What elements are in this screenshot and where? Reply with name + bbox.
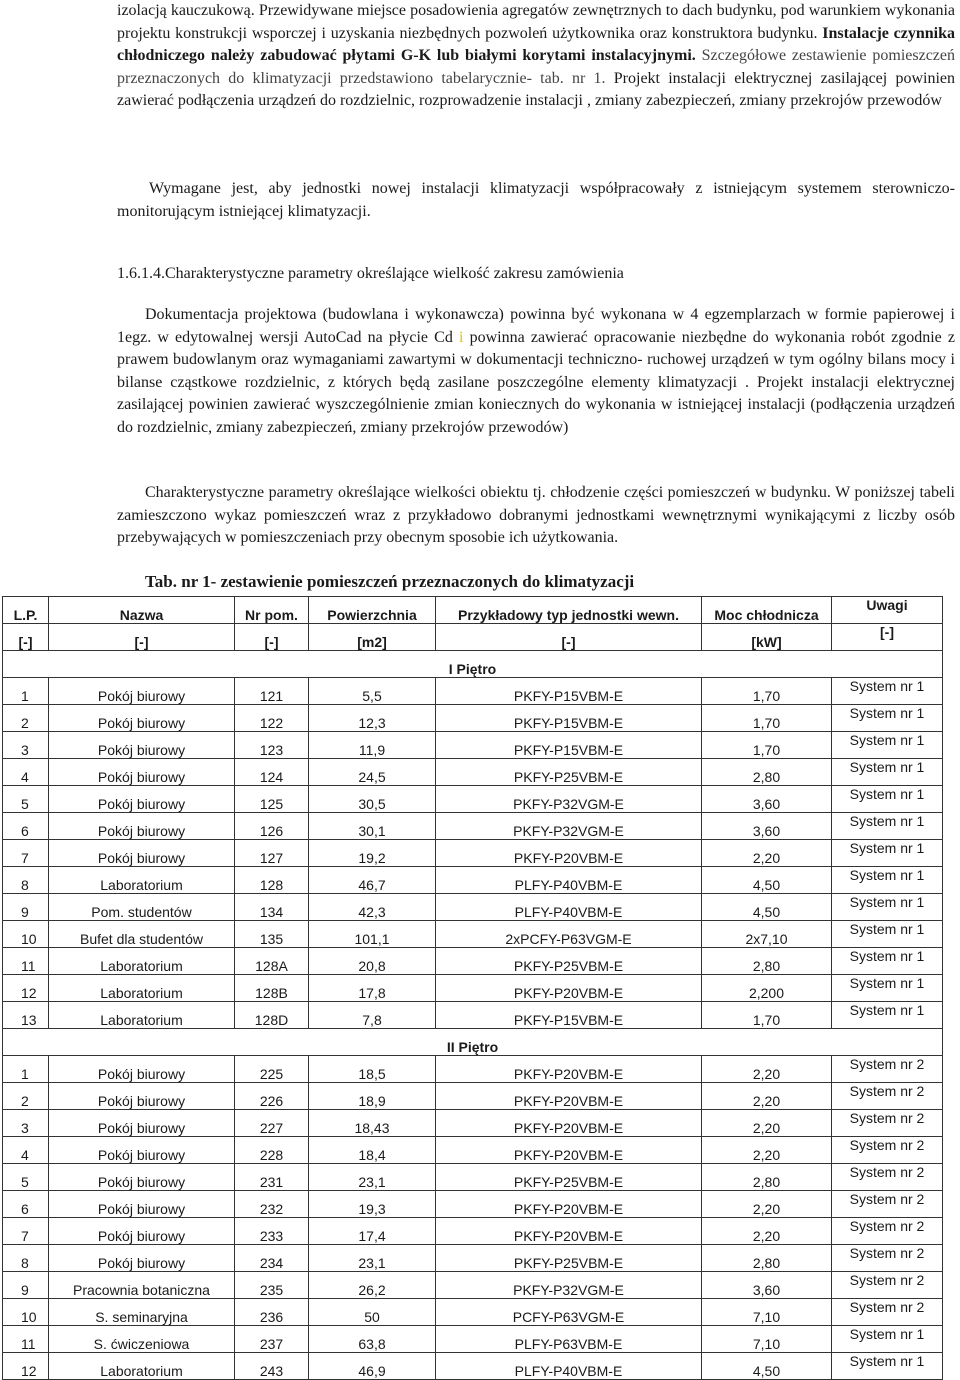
intro-paragraph: [117, 0, 955, 113]
cell-notes: System nr 1: [832, 867, 943, 894]
cell-lp: 5: [3, 786, 49, 813]
cell-room-number: 237: [235, 1326, 309, 1353]
cell-room-number: 128A: [235, 948, 309, 975]
cell-unit-type: PKFY-P15VBM-E: [436, 705, 702, 732]
cell-area: 17,8: [309, 975, 436, 1002]
cell-cooling-power: 2,80: [702, 759, 832, 786]
cell-room-number: 124: [235, 759, 309, 786]
cell-room-number: 134: [235, 894, 309, 921]
table-row: [3, 759, 943, 786]
cell-unit-type: PKFY-P20VBM-E: [436, 975, 702, 1002]
cell-name: Pokój biurowy: [49, 1218, 235, 1245]
cell-unit-type: PKFY-P20VBM-E: [436, 1137, 702, 1164]
cell-unit-type: PLFY-P40VBM-E: [436, 867, 702, 894]
cell-area: 30,1: [309, 813, 436, 840]
cell-name: Pom. studentów: [49, 894, 235, 921]
cell-cooling-power: 1,70: [702, 732, 832, 759]
unit-cooling-power: [kW]: [702, 624, 832, 651]
cell-unit-type: PKFY-P32VGM-E: [436, 1272, 702, 1299]
cell-cooling-power: 1,70: [702, 1002, 832, 1029]
table-row: [3, 1272, 943, 1299]
intro-lead-text: izolacją kauczukową. Przewidywane miejsce posadowienia agregatów zewnętrznych to dach budynku, pod warunkiem wykonania projektu konstrukcji wsporczej i uzyskania niezbędnych pozwoleń użytkownika oraz konstruktora budynku.: [117, 2, 955, 42]
cell-notes: System nr 1: [832, 1326, 943, 1353]
table-row: [3, 1083, 943, 1110]
cell-room-number: 126: [235, 813, 309, 840]
cell-area: 46,7: [309, 867, 436, 894]
cell-lp: 12: [3, 975, 49, 1002]
cell-lp: 3: [3, 732, 49, 759]
cell-notes: System nr 2: [832, 1110, 943, 1137]
documentation-highlight: i: [459, 328, 464, 346]
cell-lp: 7: [3, 840, 49, 867]
table-row: [3, 1218, 943, 1245]
cell-lp: 9: [3, 894, 49, 921]
header-unit-type: Przykładowy typ jednostki wewn.: [436, 597, 702, 624]
cell-notes: System nr 2: [832, 1218, 943, 1245]
header-lp: L.P.: [3, 597, 49, 624]
cell-area: 18,43: [309, 1110, 436, 1137]
cell-area: 12,3: [309, 705, 436, 732]
cell-name: Pokój biurowy: [49, 732, 235, 759]
rooms-table: [2, 596, 943, 1380]
table-row: [3, 1353, 943, 1380]
header-room-number: Nr pom.: [235, 597, 309, 624]
cell-name: S. seminaryjna: [49, 1299, 235, 1326]
section-title: I Piętro: [3, 651, 943, 678]
table-units-row: [3, 624, 943, 651]
cell-unit-type: PKFY-P15VBM-E: [436, 1002, 702, 1029]
cell-unit-type: PKFY-P25VBM-E: [436, 1164, 702, 1191]
header-cooling-power: Moc chłodnicza: [702, 597, 832, 624]
table-row: [3, 1299, 943, 1326]
table-row: [3, 1056, 943, 1083]
cell-notes: System nr 1: [832, 921, 943, 948]
cell-notes: System nr 1: [832, 948, 943, 975]
cell-area: 19,3: [309, 1191, 436, 1218]
cell-lp: 10: [3, 921, 49, 948]
table-row: [3, 705, 943, 732]
table-row: [3, 786, 943, 813]
cell-lp: 2: [3, 1083, 49, 1110]
cell-name: Laboratorium: [49, 1353, 235, 1380]
cell-notes: System nr 2: [832, 1137, 943, 1164]
table-row: [3, 867, 943, 894]
cell-cooling-power: 2,200: [702, 975, 832, 1002]
cell-room-number: 228: [235, 1137, 309, 1164]
cell-name: Pokój biurowy: [49, 1056, 235, 1083]
cell-unit-type: PCFY-P63VGM-E: [436, 1299, 702, 1326]
cell-name: Pokój biurowy: [49, 786, 235, 813]
unit-unit-type: [-]: [436, 624, 702, 651]
cell-name: Laboratorium: [49, 948, 235, 975]
cell-notes: System nr 1: [832, 813, 943, 840]
cell-cooling-power: 2,20: [702, 1191, 832, 1218]
cell-unit-type: PKFY-P20VBM-E: [436, 1191, 702, 1218]
cell-cooling-power: 2,80: [702, 948, 832, 975]
cell-cooling-power: 3,60: [702, 786, 832, 813]
cell-notes: System nr 2: [832, 1299, 943, 1326]
cell-lp: 8: [3, 1245, 49, 1272]
cell-notes: System nr 2: [832, 1272, 943, 1299]
section-row: [3, 1029, 943, 1056]
cell-notes: System nr 2: [832, 1245, 943, 1272]
cell-cooling-power: 2,80: [702, 1245, 832, 1272]
table-row: [3, 678, 943, 705]
cell-room-number: 128: [235, 867, 309, 894]
cell-lp: 11: [3, 1326, 49, 1353]
cell-notes: System nr 1: [832, 975, 943, 1002]
cell-area: 11,9: [309, 732, 436, 759]
cell-unit-type: PKFY-P20VBM-E: [436, 1083, 702, 1110]
table-header-row: [3, 597, 943, 624]
electrical-note: Projekt instalacji elektrycznej zasilającej powinien zawierać podłączenia urządzeń do rozdzielnic, rozprowadzenie instalacji , zmiany zabezpieczeń, zmiany przekrojów przewodów: [117, 69, 956, 110]
cell-area: 19,2: [309, 840, 436, 867]
cell-cooling-power: 3,60: [702, 813, 832, 840]
cell-unit-type: PLFY-P63VBM-E: [436, 1326, 702, 1353]
cell-cooling-power: 2,20: [702, 1056, 832, 1083]
cell-notes: System nr 1: [832, 786, 943, 813]
cell-unit-type: PKFY-P32VGM-E: [436, 786, 702, 813]
cell-area: 24,5: [309, 759, 436, 786]
table-row: [3, 1191, 943, 1218]
cell-area: 20,8: [309, 948, 436, 975]
cell-cooling-power: 1,70: [702, 705, 832, 732]
unit-notes: [-]: [832, 624, 943, 651]
cell-name: Laboratorium: [49, 867, 235, 894]
cell-area: 18,5: [309, 1056, 436, 1083]
unit-name: [-]: [49, 624, 235, 651]
table-row: [3, 1245, 943, 1272]
cell-notes: System nr 2: [832, 1083, 943, 1110]
cell-unit-type: PKFY-P15VBM-E: [436, 732, 702, 759]
cell-lp: 1: [3, 678, 49, 705]
refrigerant-note: Instalacje czynnika chłodniczego należy zabudować płytami G-K lub białymi korytami instalacyjnymi.: [117, 24, 956, 65]
cell-cooling-power: 2,20: [702, 1083, 832, 1110]
cell-cooling-power: 2,20: [702, 1110, 832, 1137]
cell-room-number: 128D: [235, 1002, 309, 1029]
cell-lp: 4: [3, 759, 49, 786]
cell-cooling-power: 4,50: [702, 894, 832, 921]
table-row: [3, 840, 943, 867]
table-row: [3, 921, 943, 948]
cell-name: Pokój biurowy: [49, 1164, 235, 1191]
cell-unit-type: PKFY-P25VBM-E: [436, 759, 702, 786]
cell-notes: System nr 1: [832, 759, 943, 786]
cell-room-number: 232: [235, 1191, 309, 1218]
cell-lp: 4: [3, 1137, 49, 1164]
cell-room-number: 226: [235, 1083, 309, 1110]
cell-cooling-power: 3,60: [702, 1272, 832, 1299]
table-row: [3, 894, 943, 921]
cell-room-number: 233: [235, 1218, 309, 1245]
section-row: [3, 651, 943, 678]
cell-cooling-power: 2,20: [702, 1137, 832, 1164]
cell-lp: 11: [3, 948, 49, 975]
cell-notes: System nr 2: [832, 1191, 943, 1218]
cell-cooling-power: 2,20: [702, 1218, 832, 1245]
cell-room-number: 235: [235, 1272, 309, 1299]
cell-unit-type: PKFY-P20VBM-E: [436, 840, 702, 867]
cell-room-number: 236: [235, 1299, 309, 1326]
cell-room-number: 122: [235, 705, 309, 732]
characteristics-paragraph: Charakterystyczne parametry określające wielkości obiektu tj. chłodzenie części pomieszczeń w budynku. W poniższej tabeli zamieszczono wykaz pomieszczeń wraz z przykładowo dobranymi jednostkami wewnętrznymi wynikającymi z liczby osób przebywających w pomieszczeniach przy obecnym sposobie ich użytkowania.: [117, 484, 955, 547]
unit-area: [m2]: [309, 624, 436, 651]
cell-lp: 9: [3, 1272, 49, 1299]
cell-cooling-power: 7,10: [702, 1299, 832, 1326]
section-heading: 1.6.1.4.Charakterystyczne parametry określające wielkość zakresu zamówienia: [117, 265, 624, 282]
table-row: [3, 732, 943, 759]
documentation-paragraph: [117, 304, 955, 440]
cell-area: 50: [309, 1299, 436, 1326]
cell-notes: System nr 1: [832, 1002, 943, 1029]
table-reference-note: Szczegółowe zestawienie pomieszczeń przeznaczonych do klimatyzacji przedstawiono tabelarycznie- tab. nr 1.: [117, 47, 956, 87]
cell-room-number: 225: [235, 1056, 309, 1083]
cell-name: Pokój biurowy: [49, 1083, 235, 1110]
cell-lp: 6: [3, 1191, 49, 1218]
cell-lp: 6: [3, 813, 49, 840]
cell-area: 5,5: [309, 678, 436, 705]
cell-lp: 13: [3, 1002, 49, 1029]
cell-notes: System nr 1: [832, 894, 943, 921]
cell-area: 17,4: [309, 1218, 436, 1245]
cell-cooling-power: 4,50: [702, 867, 832, 894]
cell-cooling-power: 7,10: [702, 1326, 832, 1353]
cell-lp: 2: [3, 705, 49, 732]
cell-unit-type: PLFY-P40VBM-E: [436, 1353, 702, 1380]
cell-lp: 7: [3, 1218, 49, 1245]
cell-area: 23,1: [309, 1245, 436, 1272]
cell-unit-type: PKFY-P20VBM-E: [436, 1218, 702, 1245]
table-row: [3, 975, 943, 1002]
cell-notes: System nr 2: [832, 1056, 943, 1083]
section-title: II Piętro: [3, 1029, 943, 1056]
table-row: [3, 948, 943, 975]
cell-name: Bufet dla studentów: [49, 921, 235, 948]
cell-name: S. ćwiczeniowa: [49, 1326, 235, 1353]
cell-area: 18,4: [309, 1137, 436, 1164]
cell-lp: 12: [3, 1353, 49, 1380]
cell-name: Pokój biurowy: [49, 1191, 235, 1218]
rooms-table-body: [3, 597, 943, 1380]
cell-name: Laboratorium: [49, 975, 235, 1002]
cell-unit-type: 2xPCFY-P63VGM-E: [436, 921, 702, 948]
cell-unit-type: PKFY-P15VBM-E: [436, 678, 702, 705]
cell-notes: System nr 1: [832, 1353, 943, 1380]
header-notes: Uwagi: [832, 597, 943, 624]
cell-notes: System nr 1: [832, 840, 943, 867]
cell-lp: 3: [3, 1110, 49, 1137]
cell-area: 7,8: [309, 1002, 436, 1029]
cell-area: 101,1: [309, 921, 436, 948]
documentation-text-b: powinna zawierać opracowanie niezbędne do wykonania robót zgodnie z prawem budowlanym oraz wymaganiami zawartymi w dokumentacji techniczno- ruchowej urządzeń w tym ogólny bilans mocy i bilanse cząstkowe rozdzielnic, z których będą zasilane poszczególne elementy klimatyzacji . Projekt instalacji elektrycznej zasilającej powinien zawierać wyszczególnienie zmian koniecznych do wykonania w istniejącej instalacji (podłączenia urządzeń do rozdzielnic, zmiany zabezpieczeń, zmiany przekrojów przewodów): [117, 328, 956, 436]
cell-room-number: 125: [235, 786, 309, 813]
cell-unit-type: PKFY-P32VGM-E: [436, 813, 702, 840]
cell-name: Pokój biurowy: [49, 705, 235, 732]
cell-unit-type: PKFY-P20VBM-E: [436, 1056, 702, 1083]
cell-name: Pokój biurowy: [49, 840, 235, 867]
cell-room-number: 234: [235, 1245, 309, 1272]
table-row: [3, 1137, 943, 1164]
cell-lp: 10: [3, 1299, 49, 1326]
table-row: [3, 1326, 943, 1353]
table-caption: Tab. nr 1- zestawienie pomieszczeń przeznaczonych do klimatyzacji: [145, 572, 635, 591]
cell-room-number: 121: [235, 678, 309, 705]
cell-notes: System nr 1: [832, 705, 943, 732]
cell-area: 26,2: [309, 1272, 436, 1299]
cell-name: Pracownia botaniczna: [49, 1272, 235, 1299]
unit-lp: [-]: [3, 624, 49, 651]
cell-area: 42,3: [309, 894, 436, 921]
cell-room-number: 128B: [235, 975, 309, 1002]
cell-lp: 8: [3, 867, 49, 894]
cell-cooling-power: 2,20: [702, 840, 832, 867]
cell-cooling-power: 4,50: [702, 1353, 832, 1380]
cell-notes: System nr 2: [832, 1164, 943, 1191]
cell-room-number: 231: [235, 1164, 309, 1191]
cell-room-number: 243: [235, 1353, 309, 1380]
cell-area: 63,8: [309, 1326, 436, 1353]
cell-cooling-power: 2x7,10: [702, 921, 832, 948]
cell-room-number: 127: [235, 840, 309, 867]
cell-area: 30,5: [309, 786, 436, 813]
cell-name: Pokój biurowy: [49, 813, 235, 840]
table-row: [3, 1164, 943, 1191]
cell-name: Pokój biurowy: [49, 759, 235, 786]
cell-lp: 1: [3, 1056, 49, 1083]
header-area: Powierzchnia: [309, 597, 436, 624]
cell-room-number: 123: [235, 732, 309, 759]
table-row: [3, 1002, 943, 1029]
cell-name: Pokój biurowy: [49, 678, 235, 705]
cell-area: 46,9: [309, 1353, 436, 1380]
cell-unit-type: PLFY-P40VBM-E: [436, 894, 702, 921]
cell-room-number: 227: [235, 1110, 309, 1137]
cell-name: Laboratorium: [49, 1002, 235, 1029]
cell-name: Pokój biurowy: [49, 1137, 235, 1164]
cell-area: 23,1: [309, 1164, 436, 1191]
cell-unit-type: PKFY-P20VBM-E: [436, 1110, 702, 1137]
cell-room-number: 135: [235, 921, 309, 948]
cell-cooling-power: 1,70: [702, 678, 832, 705]
cell-notes: System nr 1: [832, 678, 943, 705]
documentation-text-a: Dokumentacja projektowa (budowlana i wykonawcza) powinna być wykonana w 4 egzemplarzach w formie papierowej i 1egz. w edytowalnej wersji AutoCad na płycie Cd: [117, 306, 955, 346]
cell-cooling-power: 2,80: [702, 1164, 832, 1191]
header-name: Nazwa: [49, 597, 235, 624]
cell-name: Pokój biurowy: [49, 1110, 235, 1137]
cell-unit-type: PKFY-P25VBM-E: [436, 948, 702, 975]
cell-unit-type: PKFY-P25VBM-E: [436, 1245, 702, 1272]
table-row: [3, 1110, 943, 1137]
unit-room-number: [-]: [235, 624, 309, 651]
cell-name: Pokój biurowy: [49, 1245, 235, 1272]
cell-notes: System nr 1: [832, 732, 943, 759]
table-row: [3, 813, 943, 840]
requirement-paragraph: Wymagane jest, aby jednostki nowej instalacji klimatyzacji współpracowały z istniejącym systemem sterowniczo-monitorującym istniejącej klimatyzacji.: [117, 180, 955, 220]
cell-area: 18,9: [309, 1083, 436, 1110]
cell-lp: 5: [3, 1164, 49, 1191]
